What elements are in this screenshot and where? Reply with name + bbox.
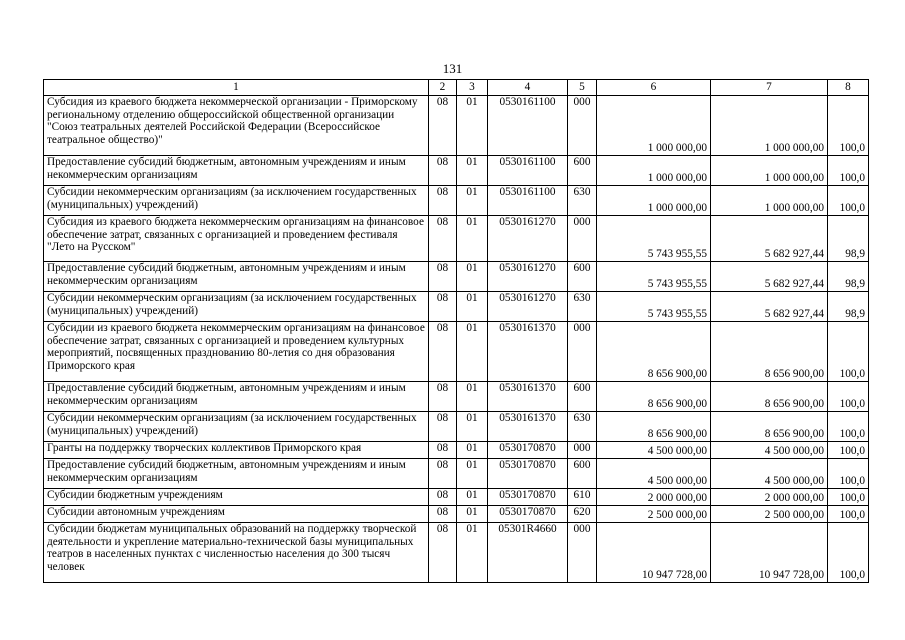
- subsection-code: 01: [457, 292, 488, 322]
- column-header: 2: [429, 80, 457, 96]
- table-row: [44, 186, 869, 216]
- row-name: Субсидия из краевого бюджета некоммерческой организации - Приморскому региональному отделению общероссийской общественной организации "Союз театральных деятелей Российской Федерации (Всероссийское театральное общество)": [44, 96, 429, 156]
- planned-amount: 2 000 000,00: [597, 489, 711, 506]
- table-row: [44, 489, 869, 506]
- row-name: Субсидии бюджетным учреждениям: [44, 489, 429, 506]
- table-row: [44, 216, 869, 262]
- target-article-code: 0530170870: [488, 489, 568, 506]
- section-code: 08: [429, 156, 457, 186]
- row-name: Субсидии некоммерческим организациям (за исключением государственных (муниципальных) учреждений): [44, 412, 429, 442]
- table-row: [44, 506, 869, 523]
- expense-type-code: 600: [568, 382, 597, 412]
- executed-amount: 5 682 927,44: [711, 262, 828, 292]
- target-article-code: 0530161270: [488, 262, 568, 292]
- table-row: [44, 322, 869, 382]
- subsection-code: 01: [457, 382, 488, 412]
- planned-amount: 5 743 955,55: [597, 262, 711, 292]
- section-code: 08: [429, 442, 457, 459]
- target-article-code: 0530161370: [488, 412, 568, 442]
- planned-amount: 8 656 900,00: [597, 382, 711, 412]
- executed-amount: 10 947 728,00: [711, 523, 828, 583]
- planned-amount: 5 743 955,55: [597, 216, 711, 262]
- table-row: [44, 292, 869, 322]
- execution-percent: 100,0: [828, 412, 869, 442]
- row-name: Субсидии некоммерческим организациям (за исключением государственных (муниципальных) учреждений): [44, 292, 429, 322]
- expense-type-code: 610: [568, 489, 597, 506]
- row-name: Гранты на поддержку творческих коллективов Приморского края: [44, 442, 429, 459]
- executed-amount: 2 500 000,00: [711, 506, 828, 523]
- executed-amount: 8 656 900,00: [711, 382, 828, 412]
- subsection-code: 01: [457, 156, 488, 186]
- expense-type-code: 600: [568, 262, 597, 292]
- column-header: 8: [828, 80, 869, 96]
- execution-percent: 98,9: [828, 216, 869, 262]
- column-header: 1: [44, 80, 429, 96]
- expense-type-code: 000: [568, 523, 597, 583]
- page-number: 131: [442, 61, 463, 76]
- column-header: 5: [568, 80, 597, 96]
- section-code: 08: [429, 459, 457, 489]
- expense-type-code: 600: [568, 459, 597, 489]
- target-article-code: 0530161370: [488, 382, 568, 412]
- row-name: Предоставление субсидий бюджетным, автономным учреждениям и иным некоммерческим организациям: [44, 459, 429, 489]
- subsection-code: 01: [457, 322, 488, 382]
- column-header: 4: [488, 80, 568, 96]
- planned-amount: 2 500 000,00: [597, 506, 711, 523]
- execution-percent: 100,0: [828, 489, 869, 506]
- executed-amount: 8 656 900,00: [711, 412, 828, 442]
- planned-amount: 8 656 900,00: [597, 412, 711, 442]
- table-row: [44, 442, 869, 459]
- subsection-code: 01: [457, 442, 488, 459]
- row-name: Субсидии бюджетам муниципальных образований на поддержку творческой деятельности и укрепление материально-технической базы муниципальных театров в населенных пунктах с численностью населения до 300 тысяч человек: [44, 523, 429, 583]
- subsection-code: 01: [457, 186, 488, 216]
- subsection-code: 01: [457, 489, 488, 506]
- table-header-row: [44, 80, 869, 96]
- expense-type-code: 000: [568, 442, 597, 459]
- column-header: 6: [597, 80, 711, 96]
- table-row: [44, 96, 869, 156]
- section-code: 08: [429, 506, 457, 523]
- executed-amount: 4 500 000,00: [711, 459, 828, 489]
- expense-type-code: 620: [568, 506, 597, 523]
- executed-amount: 1 000 000,00: [711, 96, 828, 156]
- row-name: Субсидии из краевого бюджета некоммерческим организациям на финансовое обеспечение затрат, связанных с организацией и проведением культурных мероприятий, посвященных празднованию 80-летия со дня образования Приморского края: [44, 322, 429, 382]
- subsection-code: 01: [457, 96, 488, 156]
- table-row: [44, 382, 869, 412]
- execution-percent: 100,0: [828, 506, 869, 523]
- expense-type-code: 630: [568, 412, 597, 442]
- executed-amount: 5 682 927,44: [711, 216, 828, 262]
- section-code: 08: [429, 489, 457, 506]
- target-article-code: 0530161270: [488, 292, 568, 322]
- executed-amount: 1 000 000,00: [711, 156, 828, 186]
- subsection-code: 01: [457, 262, 488, 292]
- executed-amount: 8 656 900,00: [711, 322, 828, 382]
- subsection-code: 01: [457, 523, 488, 583]
- planned-amount: 4 500 000,00: [597, 442, 711, 459]
- row-name: Предоставление субсидий бюджетным, автономным учреждениям и иным некоммерческим организациям: [44, 156, 429, 186]
- section-code: 08: [429, 216, 457, 262]
- subsection-code: 01: [457, 216, 488, 262]
- row-name: Предоставление субсидий бюджетным, автономным учреждениям и иным некоммерческим организациям: [44, 382, 429, 412]
- execution-percent: 100,0: [828, 322, 869, 382]
- planned-amount: 10 947 728,00: [597, 523, 711, 583]
- execution-percent: 100,0: [828, 442, 869, 459]
- section-code: 08: [429, 96, 457, 156]
- planned-amount: 1 000 000,00: [597, 186, 711, 216]
- expense-type-code: 630: [568, 292, 597, 322]
- section-code: 08: [429, 523, 457, 583]
- target-article-code: 0530161100: [488, 156, 568, 186]
- target-article-code: 0530170870: [488, 442, 568, 459]
- subsection-code: 01: [457, 506, 488, 523]
- row-name: Предоставление субсидий бюджетным, автономным учреждениям и иным некоммерческим организациям: [44, 262, 429, 292]
- execution-percent: 98,9: [828, 292, 869, 322]
- expense-type-code: 000: [568, 322, 597, 382]
- planned-amount: 1 000 000,00: [597, 156, 711, 186]
- subsection-code: 01: [457, 459, 488, 489]
- execution-percent: 100,0: [828, 523, 869, 583]
- execution-percent: 100,0: [828, 156, 869, 186]
- executed-amount: 4 500 000,00: [711, 442, 828, 459]
- column-header: 7: [711, 80, 828, 96]
- execution-percent: 100,0: [828, 459, 869, 489]
- section-code: 08: [429, 262, 457, 292]
- target-article-code: 0530170870: [488, 506, 568, 523]
- expense-type-code: 630: [568, 186, 597, 216]
- row-name: Субсидия из краевого бюджета некоммерческим организациям на финансовое обеспечение затрат, связанных с организацией и проведением фестиваля "Лето на Русском": [44, 216, 429, 262]
- section-code: 08: [429, 412, 457, 442]
- target-article-code: 0530161100: [488, 186, 568, 216]
- target-article-code: 0530161370: [488, 322, 568, 382]
- executed-amount: 2 000 000,00: [711, 489, 828, 506]
- subsection-code: 01: [457, 412, 488, 442]
- table-row: [44, 412, 869, 442]
- expense-type-code: 000: [568, 216, 597, 262]
- table-row: [44, 262, 869, 292]
- execution-percent: 98,9: [828, 262, 869, 292]
- expense-type-code: 000: [568, 96, 597, 156]
- planned-amount: 8 656 900,00: [597, 322, 711, 382]
- planned-amount: 4 500 000,00: [597, 459, 711, 489]
- column-header: 3: [457, 80, 488, 96]
- section-code: 08: [429, 322, 457, 382]
- row-name: Субсидии автономным учреждениям: [44, 506, 429, 523]
- execution-percent: 100,0: [828, 382, 869, 412]
- row-name: Субсидии некоммерческим организациям (за исключением государственных (муниципальных) учреждений): [44, 186, 429, 216]
- target-article-code: 0530170870: [488, 459, 568, 489]
- executed-amount: 1 000 000,00: [711, 186, 828, 216]
- execution-percent: 100,0: [828, 96, 869, 156]
- target-article-code: 05301R4660: [488, 523, 568, 583]
- section-code: 08: [429, 292, 457, 322]
- planned-amount: 1 000 000,00: [597, 96, 711, 156]
- planned-amount: 5 743 955,55: [597, 292, 711, 322]
- table-row: [44, 156, 869, 186]
- section-code: 08: [429, 382, 457, 412]
- table-row: [44, 459, 869, 489]
- target-article-code: 0530161270: [488, 216, 568, 262]
- target-article-code: 0530161100: [488, 96, 568, 156]
- execution-percent: 100,0: [828, 186, 869, 216]
- executed-amount: 5 682 927,44: [711, 292, 828, 322]
- budget-table: [43, 79, 869, 583]
- expense-type-code: 600: [568, 156, 597, 186]
- section-code: 08: [429, 186, 457, 216]
- table-row: [44, 523, 869, 583]
